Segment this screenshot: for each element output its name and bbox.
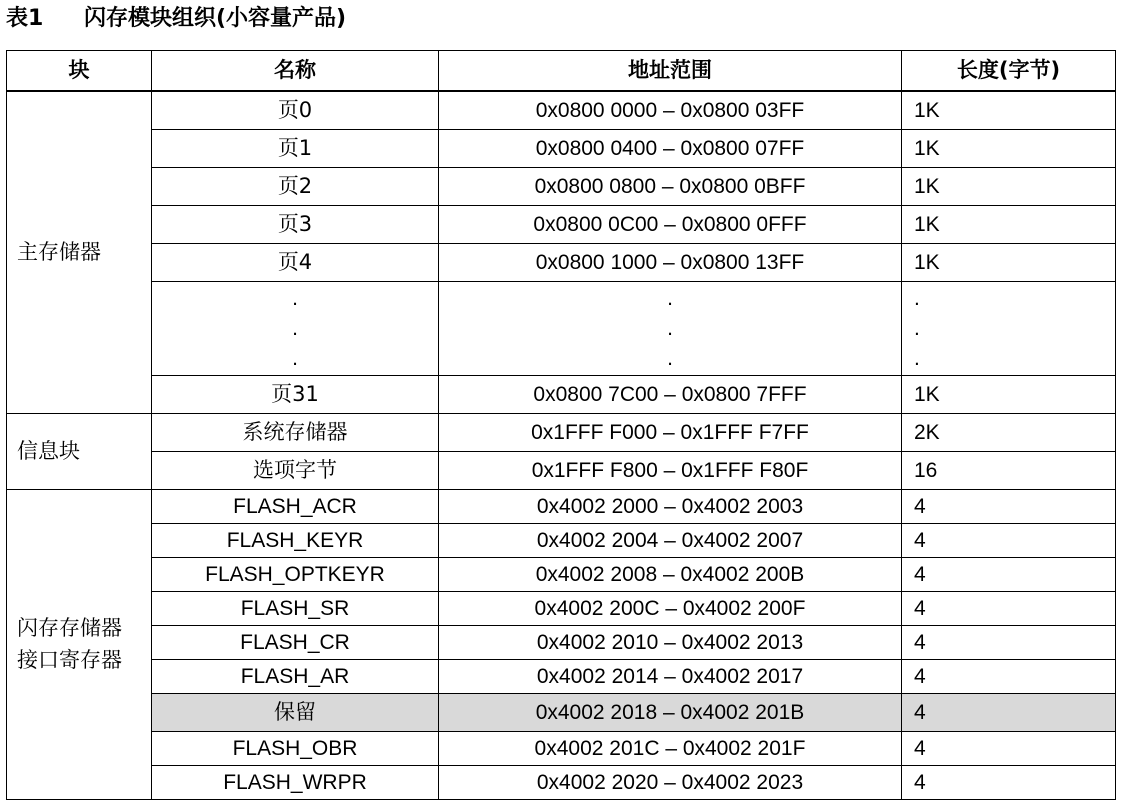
row-name: FLASH_KEYR — [152, 523, 439, 557]
row-length: 4 — [902, 659, 1116, 693]
row-name: 系统存储器 — [152, 413, 439, 451]
table-row — [7, 167, 1116, 205]
table-row — [7, 731, 1116, 765]
row-address: 0x4002 2004 – 0x4002 2007 — [439, 523, 902, 557]
row-address: 0x0800 0000 – 0x0800 03FF — [439, 91, 902, 129]
row-length: 4 — [902, 523, 1116, 557]
table-row — [7, 451, 1116, 489]
ellipsis-dot: . — [667, 286, 673, 310]
row-length: 1K — [902, 375, 1116, 413]
table-row — [7, 523, 1116, 557]
row-length: 2K — [902, 413, 1116, 451]
ellipsis-dot: . — [914, 286, 920, 310]
table-row — [7, 489, 1116, 523]
group-main-memory: 主存储器 — [7, 91, 152, 413]
table-row — [7, 375, 1116, 413]
table-caption — [6, 4, 346, 34]
ellipsis-length — [902, 281, 1116, 375]
row-name: FLASH_OBR — [152, 731, 439, 765]
ellipsis-row — [7, 281, 1116, 375]
row-name: 页2 — [152, 167, 439, 205]
row-name: 保留 — [152, 693, 439, 731]
table-row — [7, 625, 1116, 659]
header-block: 块 — [7, 51, 152, 92]
table-row — [7, 129, 1116, 167]
ellipsis-dot: . — [914, 346, 920, 370]
row-name: 页0 — [152, 91, 439, 129]
row-name: FLASH_ACR — [152, 489, 439, 523]
row-name: FLASH_CR — [152, 625, 439, 659]
row-name: 页3 — [152, 205, 439, 243]
table-number: 表1 — [6, 6, 44, 31]
reserved-row — [7, 693, 1116, 731]
row-name: 选项字节 — [152, 451, 439, 489]
row-address: 0x4002 2010 – 0x4002 2013 — [439, 625, 902, 659]
ellipsis-dot: . — [667, 316, 673, 340]
ellipsis-dot: . — [292, 316, 298, 340]
table-row — [7, 413, 1116, 451]
header-name: 名称 — [152, 51, 439, 92]
row-address: 0x0800 7C00 – 0x0800 7FFF — [439, 375, 902, 413]
group-label-line2: 接口寄存器 — [17, 648, 122, 672]
row-name: 页4 — [152, 243, 439, 281]
row-address: 0x4002 2014 – 0x4002 2017 — [439, 659, 902, 693]
row-length: 4 — [902, 625, 1116, 659]
row-name: FLASH_SR — [152, 591, 439, 625]
row-address: 0x0800 0400 – 0x0800 07FF — [439, 129, 902, 167]
table-title: 闪存模块组织(小容量产品) — [84, 6, 347, 31]
row-address: 0x1FFF F000 – 0x1FFF F7FF — [439, 413, 902, 451]
row-address: 0x4002 2000 – 0x4002 2003 — [439, 489, 902, 523]
group-flash-interface-registers — [7, 489, 152, 799]
row-name: FLASH_OPTKEYR — [152, 557, 439, 591]
row-length: 4 — [902, 765, 1116, 799]
table-row — [7, 91, 1116, 129]
table-row — [7, 205, 1116, 243]
row-name: FLASH_AR — [152, 659, 439, 693]
group-label-line1: 闪存存储器 — [17, 616, 122, 640]
row-address: 0x4002 2020 – 0x4002 2023 — [439, 765, 902, 799]
row-address: 0x4002 201C – 0x4002 201F — [439, 731, 902, 765]
row-name: FLASH_WRPR — [152, 765, 439, 799]
row-length: 1K — [902, 91, 1116, 129]
row-length: 1K — [902, 167, 1116, 205]
header-length: 长度(字节) — [902, 51, 1116, 92]
row-address: 0x4002 2008 – 0x4002 200B — [439, 557, 902, 591]
table-row — [7, 591, 1116, 625]
ellipsis-address — [439, 281, 902, 375]
row-address: 0x0800 0800 – 0x0800 0BFF — [439, 167, 902, 205]
table-row — [7, 765, 1116, 799]
row-address: 0x0800 0C00 – 0x0800 0FFF — [439, 205, 902, 243]
ellipsis-dot: . — [292, 286, 298, 310]
header-address: 地址范围 — [439, 51, 902, 92]
row-address: 0x1FFF F800 – 0x1FFF F80F — [439, 451, 902, 489]
ellipsis-name — [152, 281, 439, 375]
ellipsis-dot: . — [914, 316, 920, 340]
row-length: 4 — [902, 731, 1116, 765]
row-length: 4 — [902, 557, 1116, 591]
table-row — [7, 243, 1116, 281]
row-length: 1K — [902, 129, 1116, 167]
row-name: 页31 — [152, 375, 439, 413]
ellipsis-dot: . — [292, 346, 298, 370]
row-length: 1K — [902, 243, 1116, 281]
row-length: 4 — [902, 591, 1116, 625]
table-row — [7, 557, 1116, 591]
row-address: 0x4002 2018 – 0x4002 201B — [439, 693, 902, 731]
row-address: 0x4002 200C – 0x4002 200F — [439, 591, 902, 625]
group-info-block: 信息块 — [7, 413, 152, 489]
table-row — [7, 659, 1116, 693]
row-length: 4 — [902, 693, 1116, 731]
header-row — [7, 51, 1116, 92]
row-length: 1K — [902, 205, 1116, 243]
row-length: 16 — [902, 451, 1116, 489]
row-name: 页1 — [152, 129, 439, 167]
ellipsis-dot: . — [667, 346, 673, 370]
flash-module-table — [6, 50, 1116, 800]
row-address: 0x0800 1000 – 0x0800 13FF — [439, 243, 902, 281]
row-length: 4 — [902, 489, 1116, 523]
